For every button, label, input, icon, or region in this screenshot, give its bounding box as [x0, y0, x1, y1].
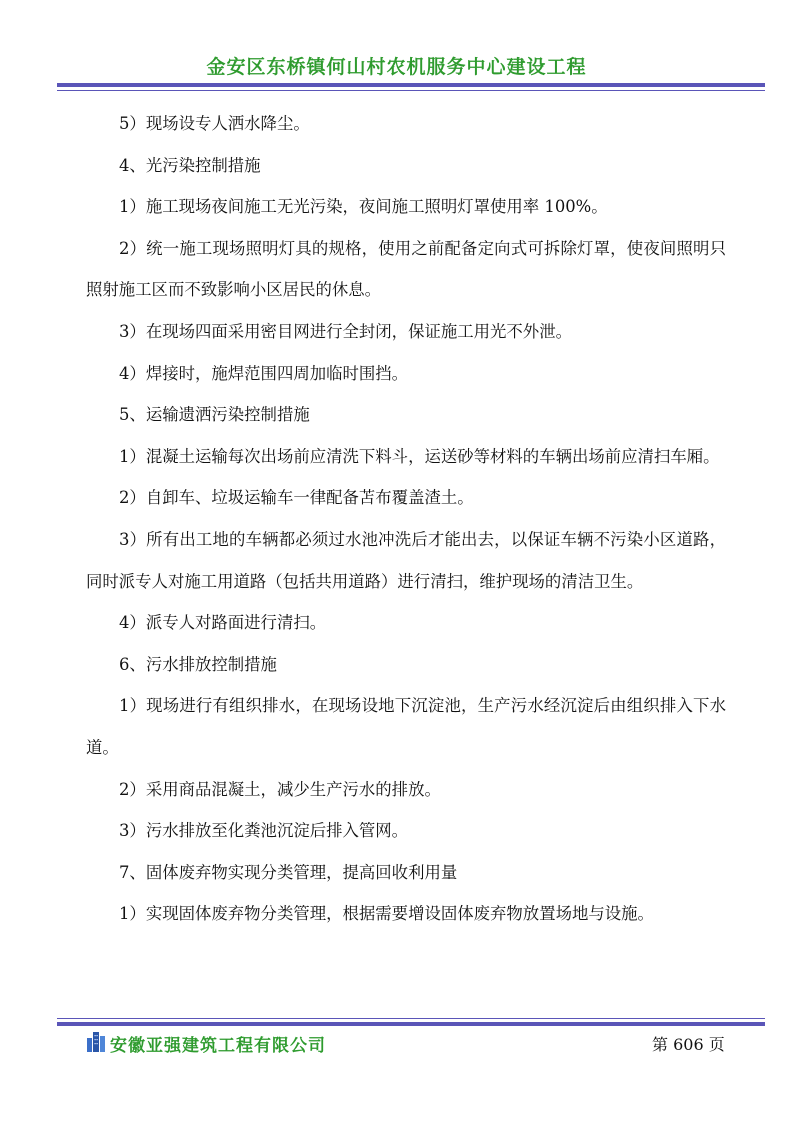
paragraph: 1）施工现场夜间施工无光污染，夜间施工照明灯罩使用率 100%。 [119, 197, 608, 217]
company-name: 安徽亚强建筑工程有限公司 [110, 1036, 326, 1056]
paragraph: 2）采用商品混凝土，减少生产污水的排放。 [119, 779, 441, 799]
section-heading: 7、固体废弃物实现分类管理，提高回收利用量 [119, 862, 458, 882]
document-body [86, 103, 726, 935]
section-heading: 4、光污染控制措施 [119, 155, 261, 175]
page-title: 金安区东桥镇何山村农机服务中心建设工程 [206, 56, 587, 78]
paragraph: 5）现场设专人洒水降尘。 [119, 114, 310, 133]
paragraph: 2）自卸车、垃圾运输车一律配备苫布覆盖渣土。 [119, 488, 474, 508]
building-logo-icon [86, 1030, 106, 1052]
paragraph: 1）实现固体废弃物分类管理，根据需要增设固体废弃物放置场地与设施。 [119, 904, 654, 924]
paragraph: 2）统一施工现场照明灯具的规格，使用之前配备定向式可拆除灯罩，使夜间照明只照射施工区而不致影响小区居民的休息。 [86, 238, 726, 300]
section-heading: 6、污水排放控制措施 [119, 654, 277, 674]
footer-divider-thin [57, 1018, 765, 1019]
header-divider-thick [57, 83, 765, 87]
section-heading: 5、运输遗洒污染控制措施 [119, 405, 310, 425]
paragraph: 1）现场进行有组织排水，在现场设地下沉淀池，生产污水经沉淀后由组织排入下水道。 [86, 696, 726, 757]
paragraph: 4）派专人对路面进行清扫。 [119, 613, 327, 633]
paragraph: 1）混凝土运输每次出场前应清洗下料斗，运送砂等材料的车辆出场前应清扫车厢。 [119, 446, 720, 466]
paragraph: 3）所有出工地的车辆都必须过水池冲洗后才能出去，以保证车辆不污染小区道路，同时派专人对施工用道路（包括共用道路）进行清扫，维护现场的清洁卫生。 [86, 529, 726, 591]
paragraph: 4）焊接时，施焊范围四周加临时围挡。 [119, 363, 409, 383]
page-number: 第 606 页 [652, 1035, 725, 1054]
footer-divider-thick [57, 1022, 765, 1026]
header-divider-thin [57, 90, 765, 91]
paragraph: 3）在现场四面采用密目网进行全封闭，保证施工用光不外泄。 [119, 321, 572, 341]
paragraph: 3）污水排放至化粪池沉淀后排入管网。 [119, 821, 409, 841]
